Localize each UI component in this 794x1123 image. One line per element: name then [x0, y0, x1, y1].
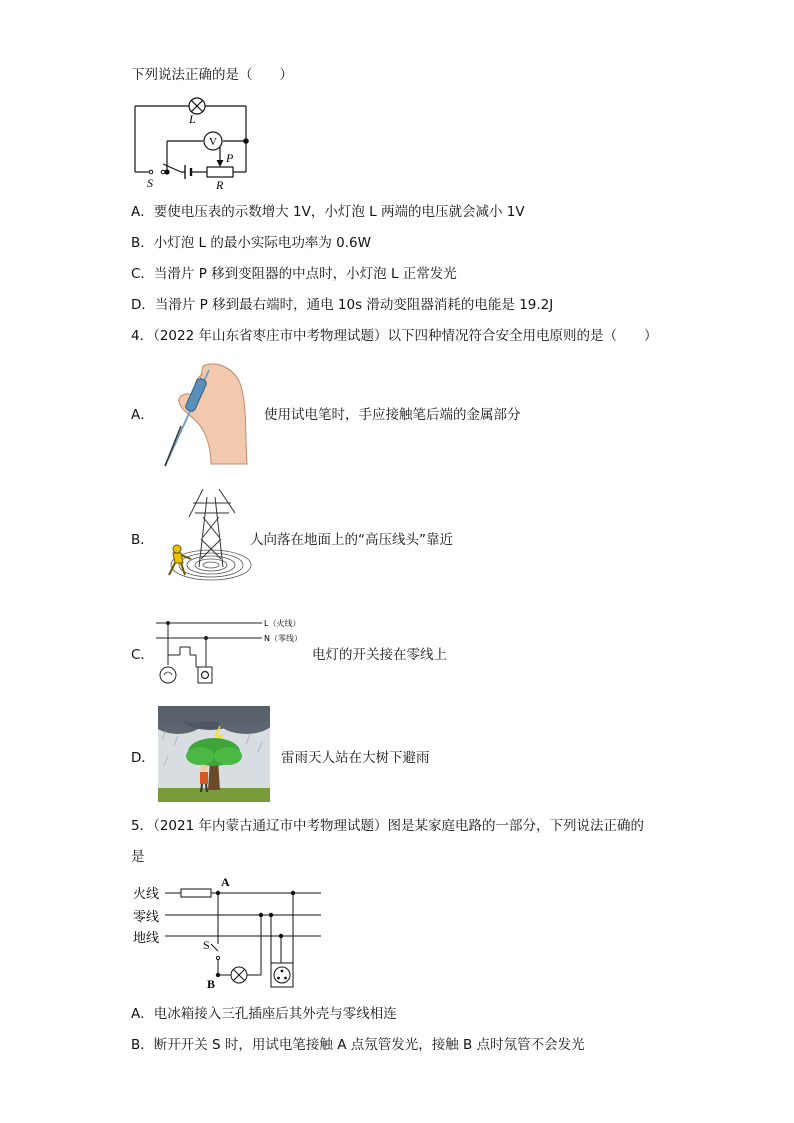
q3-option-c: C．当滑片 P 移到变阻器的中点时，小灯泡 L 正常发光	[131, 266, 457, 282]
q4-option-b-text: 人向落在地面上的“高压线头”靠近	[250, 532, 453, 548]
q5-stem-line1: 5．（2021 年内蒙古通辽市中考物理试题）图是某家庭电路的一部分，下列说法正确的	[131, 818, 644, 834]
q5-option-b: B．断开开关 S 时，用试电笔接触 A 点氖管发光，接触 B 点时氖管不会发光	[131, 1037, 585, 1053]
fuse-icon	[181, 889, 211, 897]
high-voltage-wire-image	[155, 487, 253, 582]
q3-circuit-diagram	[125, 92, 260, 192]
light-switch-neutral-diagram	[150, 611, 310, 691]
q3-option-a: A．要使电压表的示数增大 1V，小灯泡 L 两端的电压就会减小 1V	[131, 204, 525, 220]
q4-option-b-letter: B．	[131, 532, 154, 548]
q4-option-a-letter: A．	[131, 407, 154, 423]
test-pen-hand-image	[155, 360, 253, 470]
switch-s-label: S	[203, 938, 210, 952]
slider-label: P	[226, 151, 234, 165]
live-wire-label: 火线	[133, 887, 160, 902]
point-a-label: A	[221, 875, 230, 889]
q3-stem: 下列说法正确的是（ ）	[131, 67, 293, 83]
slider-arrow-icon	[217, 160, 224, 167]
switch-label: S	[147, 176, 153, 190]
ground-wire-label: 地线	[133, 931, 160, 946]
q4-option-d-letter: D．	[131, 750, 155, 766]
neutral-wire-label: N（零线）	[264, 634, 302, 643]
q3-option-d: D．当滑片 P 移到最右端时，通电 10s 滑动变阻器消耗的电能是 19.2J	[131, 297, 554, 313]
q5-stem-line2: 是	[131, 849, 145, 865]
rheostat-label: R	[216, 178, 224, 192]
voltmeter-label: V	[209, 136, 217, 148]
q4-option-a-text: 使用试电笔时，手应接触笔后端的金属部分	[264, 407, 521, 423]
q4-option-c-text: 电灯的开关接在零线上	[312, 647, 447, 663]
battery-icon	[185, 165, 191, 179]
household-circuit-diagram	[131, 872, 331, 994]
live-wire-label: L（火线）	[264, 619, 301, 628]
light-bulb-icon	[160, 667, 176, 683]
socket-hole-icon	[202, 672, 209, 679]
q4-option-d-text: 雷雨天人站在大树下避雨	[281, 750, 430, 766]
three-hole-socket-icon	[274, 967, 290, 983]
point-b-label: B	[207, 977, 216, 991]
voltmeter-icon	[204, 132, 222, 150]
lamp-label: L	[189, 112, 196, 126]
thunderstorm-tree-image	[158, 706, 270, 802]
neutral-wire-label: 零线	[133, 910, 160, 925]
q3-option-b: B．小灯泡 L 的最小实际电功率为 0.6W	[131, 235, 371, 251]
q4-stem: 4．（2022 年山东省枣庄市中考物理试题）以下四种情况符合安全用电原则的是（ ）	[131, 328, 658, 344]
lamp-icon	[231, 967, 247, 983]
q4-option-c-letter: C．	[131, 647, 154, 663]
q5-option-a: A．电冰箱接入三孔插座后其外壳与零线相连	[131, 1006, 397, 1022]
